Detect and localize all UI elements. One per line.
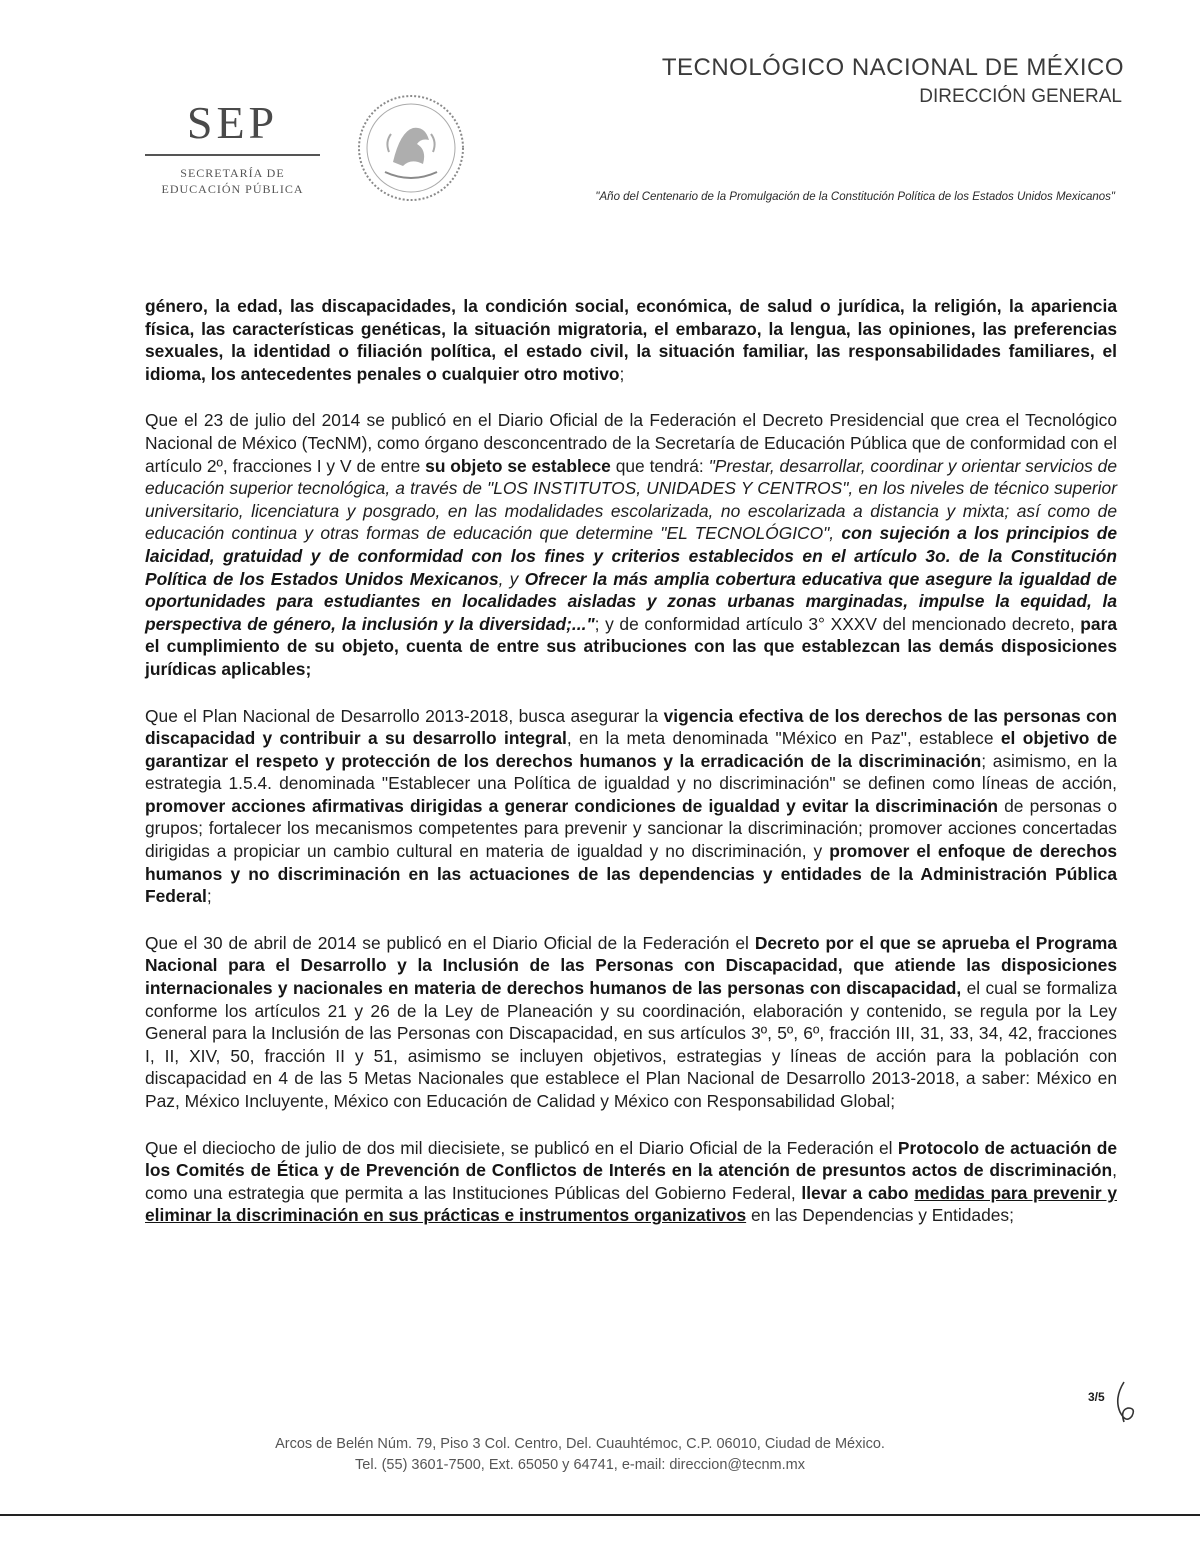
sep-logo-text: SEP bbox=[186, 97, 279, 148]
sep-logo-subtitle-1: SECRETARÍA DE bbox=[180, 166, 285, 180]
department-title: DIRECCIÓN GENERAL bbox=[919, 86, 1122, 107]
paragraph-4: Que el 30 de abril de 2014 se publicó en el Diario Oficial de la Federación el Decreto por el que se aprueba el Programa Nacional para el Desarrollo y la Inclusión de las Personas con Discapacidad, que atiende las disposiciones internacionales y nacionales en materia de derechos humanos de las personas con discapacidad, el cual se formaliza conforme los artículos 21 y 26 de la Ley de Planeación y su coordinación, elaboración y contenido, se regula por la Ley General para la Inclusión de las Personas con Discapacidad, en sus artículos 3º, 5º, 6º, fracción III, 31, 33, 34, 42, fracciones I, II, XIV, 50, fracción II y 51, asimismo se incluyen objetivos, estrategias y líneas de acción para la población con discapacidad en 4 de las 5 Metas Nacionales que establece el Plan Nacional de Desarrollo 2013-2018, a saber: México en Paz, México Incluyente, México con Educación de Calidad y México con Responsabilidad Global; bbox=[145, 932, 1117, 1111]
footer-address: Arcos de Belén Núm. 79, Piso 3 Col. Centro, Del. Cuauhtémoc, C.P. 06010, Ciudad de México. bbox=[275, 1436, 885, 1452]
sep-logo-subtitle-2: EDUCACIÓN PÚBLICA bbox=[161, 181, 304, 196]
page-number: 3/5 bbox=[1088, 1390, 1105, 1404]
footer-contact: Tel. (55) 3601-7500, Ext. 65050 y 64741, e-mail: direccion@tecnm.mx bbox=[355, 1457, 805, 1473]
paragraph-5: Que el dieciocho de julio de dos mil diecisiete, se publicó en el Diario Oficial de la Federación el Protocolo de actuación de los Comités de Ética y de Prevención de Conflictos de Interés en la atención de presuntos actos de discriminación, como una estrategia que permita a las Instituciones Públicas del Gobierno Federal, llevar a cabo medidas para prevenir y eliminar la discriminación en sus prácticas e instrumentos organizativos en las Dependencias y Entidades; bbox=[145, 1137, 1118, 1226]
logo-divider bbox=[145, 154, 320, 156]
handwritten-initial-icon bbox=[1110, 1378, 1140, 1428]
header-motto: "Año del Centenario de la Promulgación de la Constitución Política de los Estados Unidos Mexicanos" bbox=[595, 191, 1115, 203]
institution-title: TECNOLÓGICO NACIONAL DE MÉXICO bbox=[661, 54, 1124, 81]
paragraph-1: género, la edad, las discapacidades, la condición social, económica, de salud o jurídica, la religión, la apariencia física, las características genéticas, la situación migratoria, el embarazo, la lengua, las opiniones, las preferencias sexuales, la identidad o filiación política, el estado civil, la situación familiar, las responsabilidades familiares, el idioma, los antecedentes penales o cualquier otro motivo; bbox=[145, 296, 1117, 384]
sep-logo bbox=[145, 97, 320, 197]
paragraph-3: Que el Plan Nacional de Desarrollo 2013-2018, busca asegurar la vigencia efectiva de los derechos de las personas con discapacidad y contribuir a su desarrollo integral, en la meta denominada "México en Paz", establece el objetivo de garantizar el respeto y protección de los derechos humanos y la erradicación de la discriminación; asimismo, en la estrategia 1.5.4. denominada "Establecer una Política de igualdad y no discriminación" se definen como líneas de acción, promover acciones afirmativas dirigidas a generar condiciones de igualdad y evitar la discriminación de personas o grupos; fortalecer los mecanismos competentes para prevenir y sancionar la discriminación; promover acciones concertadas dirigidas a propiciar un cambio cultural en materia de igualdad y no discriminación, y promover el enfoque de derechos humanos y no discriminación en las actuaciones de las dependencias y entidades de la Administración Pública Federal; bbox=[145, 705, 1117, 907]
paragraph-2: Que el 23 de julio del 2014 se publicó en el Diario Oficial de la Federación el Decreto Presidencial que crea el Tecnológico Nacional de México (TecNM), como órgano desconcentrado de la Secretaría de Educación Pública que de conformidad con el artículo 2º, fracciones I y V de entre su objeto se establece que tendrá: "Prestar, desarrollar, coordinar y orientar servicios de educación superior tecnológica, a través de "LOS INSTITUTOS, UNIDADES Y CENTROS", en los niveles de técnico superior universitario, licenciatura y posgrado, en las modalidades escolarizada, no escolarizada a distancia y mixta; así como de educación continua y otras formas de educación que determine "EL TECNOLÓGICO", con sujeción a los principios de laicidad, gratuidad y de conformidad con los fines y criterios establecidos en el artículo 3o. de la Constitución Política de los Estados Unidos Mexicanos, y Ofrecer la más amplia cobertura educativa que asegure la igualdad de oportunidades para estudiantes en localidades aisladas y zonas urbanas marginadas, impulse la equidad, la perspectiva de género, la inclusión y la diversidad;..."; y de conformidad artículo 3° XXXV del mencionado decreto, para el cumplimiento de su objeto, cuenta de entre sus atribuciones con las que establezcan las demás disposiciones jurídicas aplicables; bbox=[145, 410, 1118, 679]
document-body bbox=[145, 295, 1117, 1251]
coat-of-arms-seal-icon bbox=[355, 92, 467, 204]
bottom-rule bbox=[0, 1514, 1200, 1516]
